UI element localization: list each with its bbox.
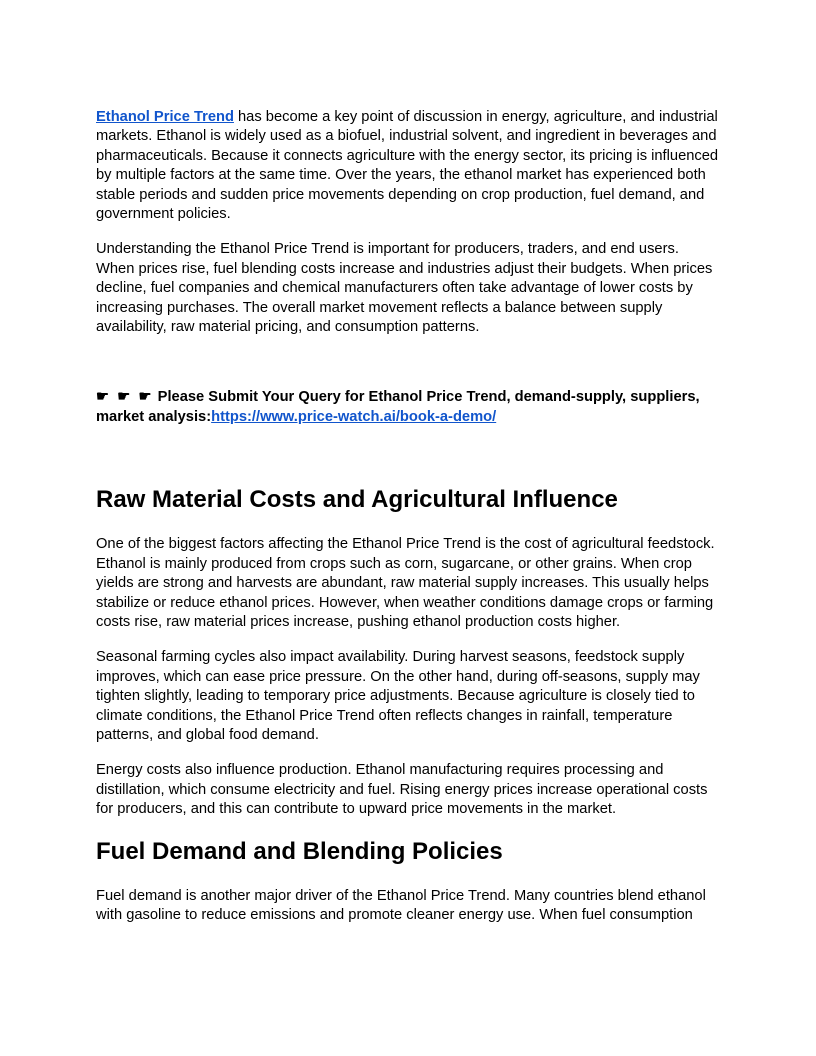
paragraph-feedstock-costs: One of the biggest factors affecting the Ethanol Price Trend is the cost of agricultural feedstock. Ethanol is mainly produced from crops such as corn, sugarcane, or other grains. When crop yields are strong and harvests are abundant, raw material supply increases. This usually helps stabilize or reduce ethanol prices. However, when weather conditions damage crops or farming costs rise, raw material prices increase, pushing ethanol production costs higher.	[96, 536, 715, 630]
paragraph-seasonal-cycles: Seasonal farming cycles also impact availability. During harvest seasons, feedstock supply improves, which can ease price pressure. On the other hand, during off-seasons, supply may tighten slightly, leading to temporary price adjustments. Because agriculture is closely tied to climate conditions, the Ethanol Price Trend often reflects changes in rainfall, temperature patterns, and global food demand.	[96, 649, 700, 743]
cta-paragraph	[96, 388, 720, 427]
book-a-demo-link[interactable]: https://www.price-watch.ai/book-a-demo/	[211, 408, 497, 425]
intro-paragraph-text: has become a key point of discussion in energy, agriculture, and industrial markets. Ethanol is widely used as a biofuel, industrial solvent, and ingredient in beverages and pharmaceuticals. Because it connects agriculture with the energy sector, its pricing is influenced by multiple factors at the same time. Over the years, the ethanol market has experienced both stable periods and sudden price movements depending on crop production, fuel demand, and government policies.	[96, 109, 719, 223]
cta-line1: Please Submit Your Query for Ethanol Price Trend, demand-supply, suppliers,	[157, 389, 700, 406]
paragraph-energy-costs: Energy costs also influence production. Ethanol manufacturing requires processing and distillation, which consume electricity and fuel. Rising energy prices increase operational costs for producers, and this can contribute to upward price movements in the market.	[96, 762, 708, 818]
section-heading-fuel-demand: Fuel Demand and Blending Policies	[96, 837, 503, 865]
paragraph-market-importance: Understanding the Ethanol Price Trend is important for producers, traders, and end users. When prices rise, fuel blending costs increase and industries adjust their budgets. When prices decline, fuel companies and chemical manufacturers often take advantage of lower costs by increasing purchases. The overall market movement reflects a balance between supply availability, raw material pricing, and consumption patterns.	[96, 241, 713, 336]
section-heading-raw-material-costs: Raw Material Costs and Agricultural Influence	[96, 486, 618, 514]
cta-line2-prefix: market analysis:	[96, 408, 212, 425]
paragraph-fuel-demand: Fuel demand is another major driver of the Ethanol Price Trend. Many countries blend ethanol with gasoline to reduce emissions and promote cleaner energy use. When fuel consumption	[96, 887, 706, 923]
pointing-finger-icons: ☛ ☛ ☛	[96, 389, 154, 406]
intro-paragraph	[96, 108, 720, 224]
ethanol-price-trend-link[interactable]: Ethanol Price Trend	[96, 109, 234, 125]
